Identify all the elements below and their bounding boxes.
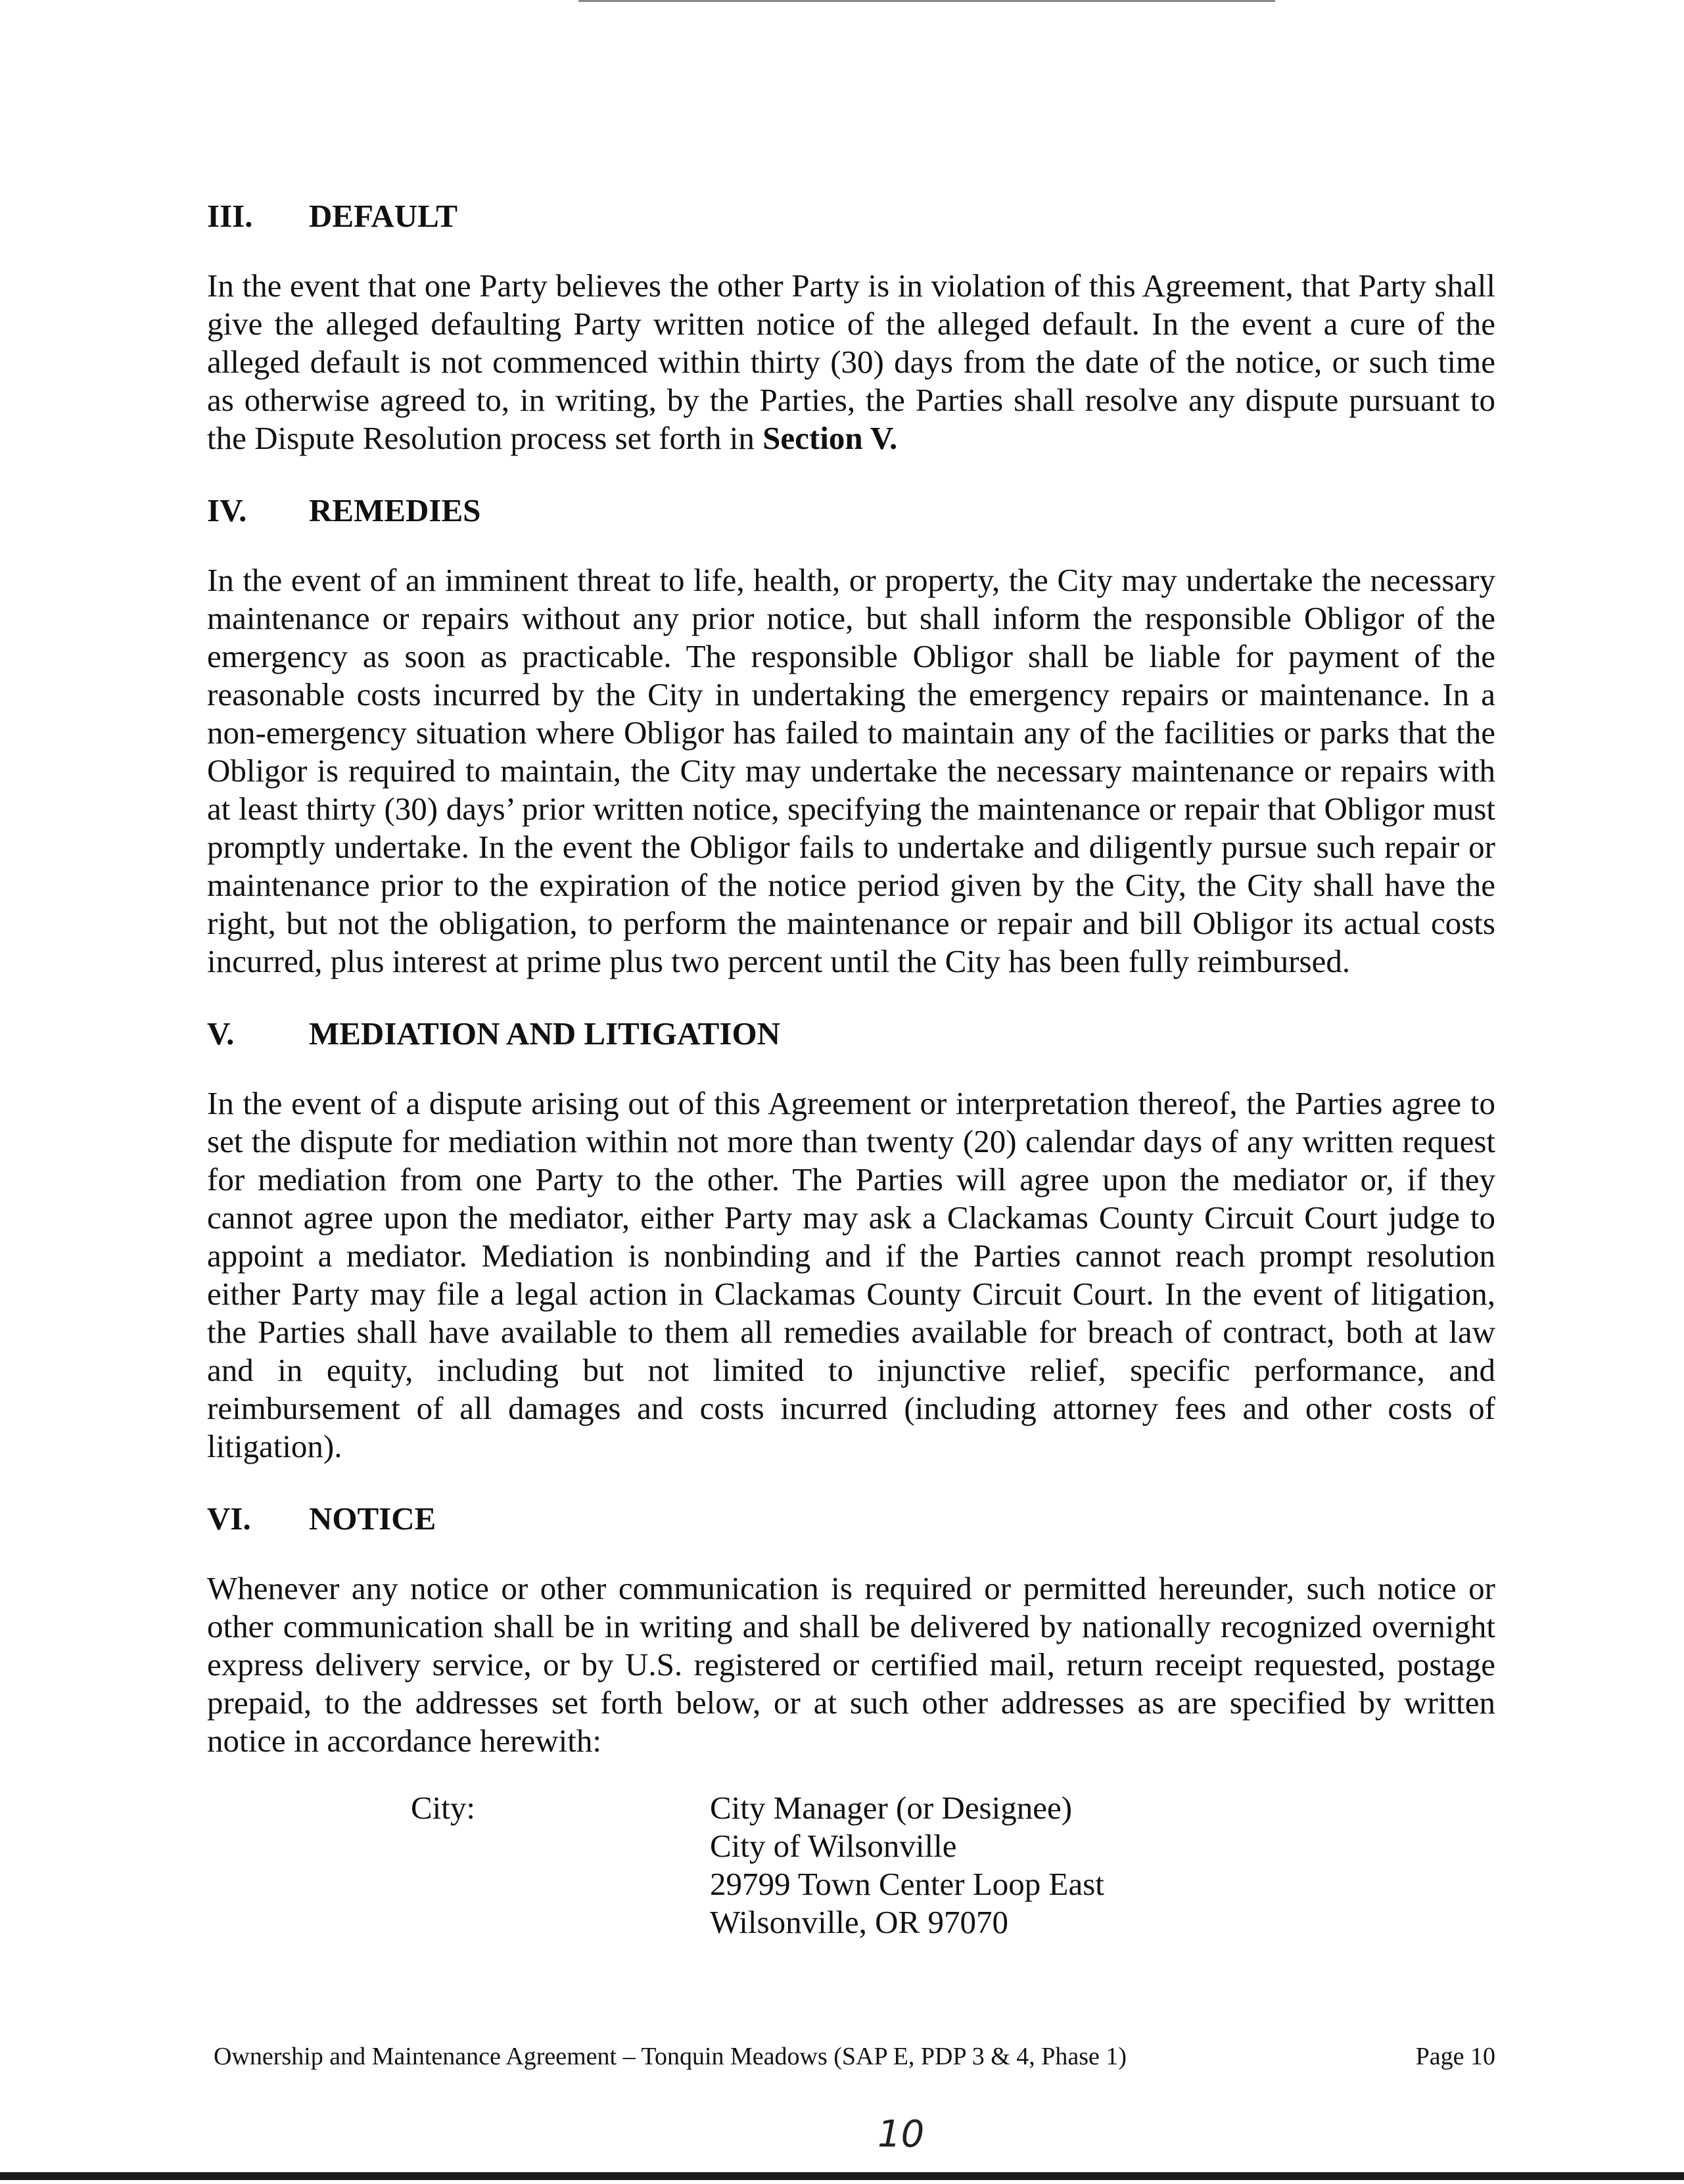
section-title: MEDIATION AND LITIGATION <box>309 1015 780 1052</box>
section-reference: Section V. <box>762 420 898 456</box>
address-line: City of Wilsonville <box>710 1828 957 1864</box>
section-paragraph-mediation: In the event of a dispute arising out of this Agreement or interpretation thereof, the Parties agree to set the dispute for mediation within not more than twenty (20) calendar days of any written request for mediation from one Party to the other. The Parties will agree upon the mediator or, if they cannot agree upon the mediator, either Party may ask a Clackamas County Circuit Court judge to appoint a mediator. Mediation is nonbinding and if the Parties cannot reach prompt resolution either Party may file a legal action in Clackamas County Circuit Court. In the event of litigation, the Parties shall have available to them all remedies available for breach of contract, both at law and in equity, including but not limited to injunctive relief, specific performance, and reimbursement of all damages and costs incurred (including attorney fees and other costs of litigation). <box>207 1085 1495 1464</box>
section-number: VI. <box>207 1500 251 1537</box>
section-paragraph-remedies: In the event of an imminent threat to life, health, or property, the City may undertake the necessary maintenance or repairs without any prior notice, but shall inform the responsible Obligor of the emergency as soon as practicable. The responsible Obligor shall be liable for payment of the reasonable costs incurred by the City in undertaking the emergency repairs or maintenance. In a non-emergency situation where Obligor has failed to maintain any of the facilities or parks that the Obligor is required to maintain, the City may undertake the necessary maintenance or repairs with at least thirty (30) days’ prior written notice, specifying the maintenance or repair that Obligor must promptly undertake. In the event the Obligor fails to undertake and diligently pursue such repair or maintenance prior to the expiration of the notice period given by the City, the City shall have the right, but not the obligation, to perform the maintenance or repair and bill Obligor its actual costs incurred, plus interest at prime plus two percent until the City has been fully reimbursed. <box>207 562 1495 979</box>
document-body <box>207 197 1495 1947</box>
address-lines <box>710 1789 1104 1941</box>
footer-title: Ownership and Maintenance Agreement – Tonquin Meadows (SAP E, PDP 3 & 4, Phase 1) <box>214 2043 1127 2070</box>
address-line: City Manager (or Designee) <box>710 1790 1073 1826</box>
scan-top-edge <box>578 0 1275 2</box>
address-line: Wilsonville, OR 97070 <box>710 1904 1008 1940</box>
section-heading-mediation <box>207 1015 1495 1053</box>
paragraph-text: In the event that one Party believes the other Party is in violation of this Agreement, that Party shall give the alleged defaulting Party written notice of the alleged default. In the event a cure of the alleged default is not commenced within thirty (30) days from the date of the notice, or such time as otherwise agreed to, in writing, by the Parties, the Parties shall resolve any dispute pursuant to the Dispute Resolution process set forth in <box>207 267 1495 456</box>
section-title: REMEDIES <box>309 492 481 528</box>
section-heading-default <box>207 197 1495 235</box>
address-label: City: <box>411 1790 476 1826</box>
footer-page-number: Page 10 <box>1415 2043 1495 2070</box>
handwritten-page-number: 10 <box>877 2113 925 2156</box>
scan-bottom-edge <box>0 2172 1684 2180</box>
notice-address-block <box>207 1789 1495 1947</box>
section-title: NOTICE <box>309 1500 436 1537</box>
section-paragraph-notice: Whenever any notice or other communication is required or permitted hereunder, such notice or other communication shall be in writing and shall be delivered by nationally recognized overnight express delivery service, or by U.S. registered or certified mail, return receipt requested, postage prepaid, to the addresses set forth below, or at such other addresses as are specified by written notice in accordance herewith: <box>207 1570 1495 1759</box>
section-heading-notice <box>207 1500 1495 1538</box>
section-number: IV. <box>207 492 247 528</box>
section-paragraph-default <box>207 267 1495 457</box>
section-number: III. <box>207 198 253 234</box>
section-title: DEFAULT <box>309 198 458 234</box>
section-heading-remedies <box>207 492 1495 530</box>
address-line: 29799 Town Center Loop East <box>710 1866 1104 1902</box>
section-number: V. <box>207 1015 235 1052</box>
